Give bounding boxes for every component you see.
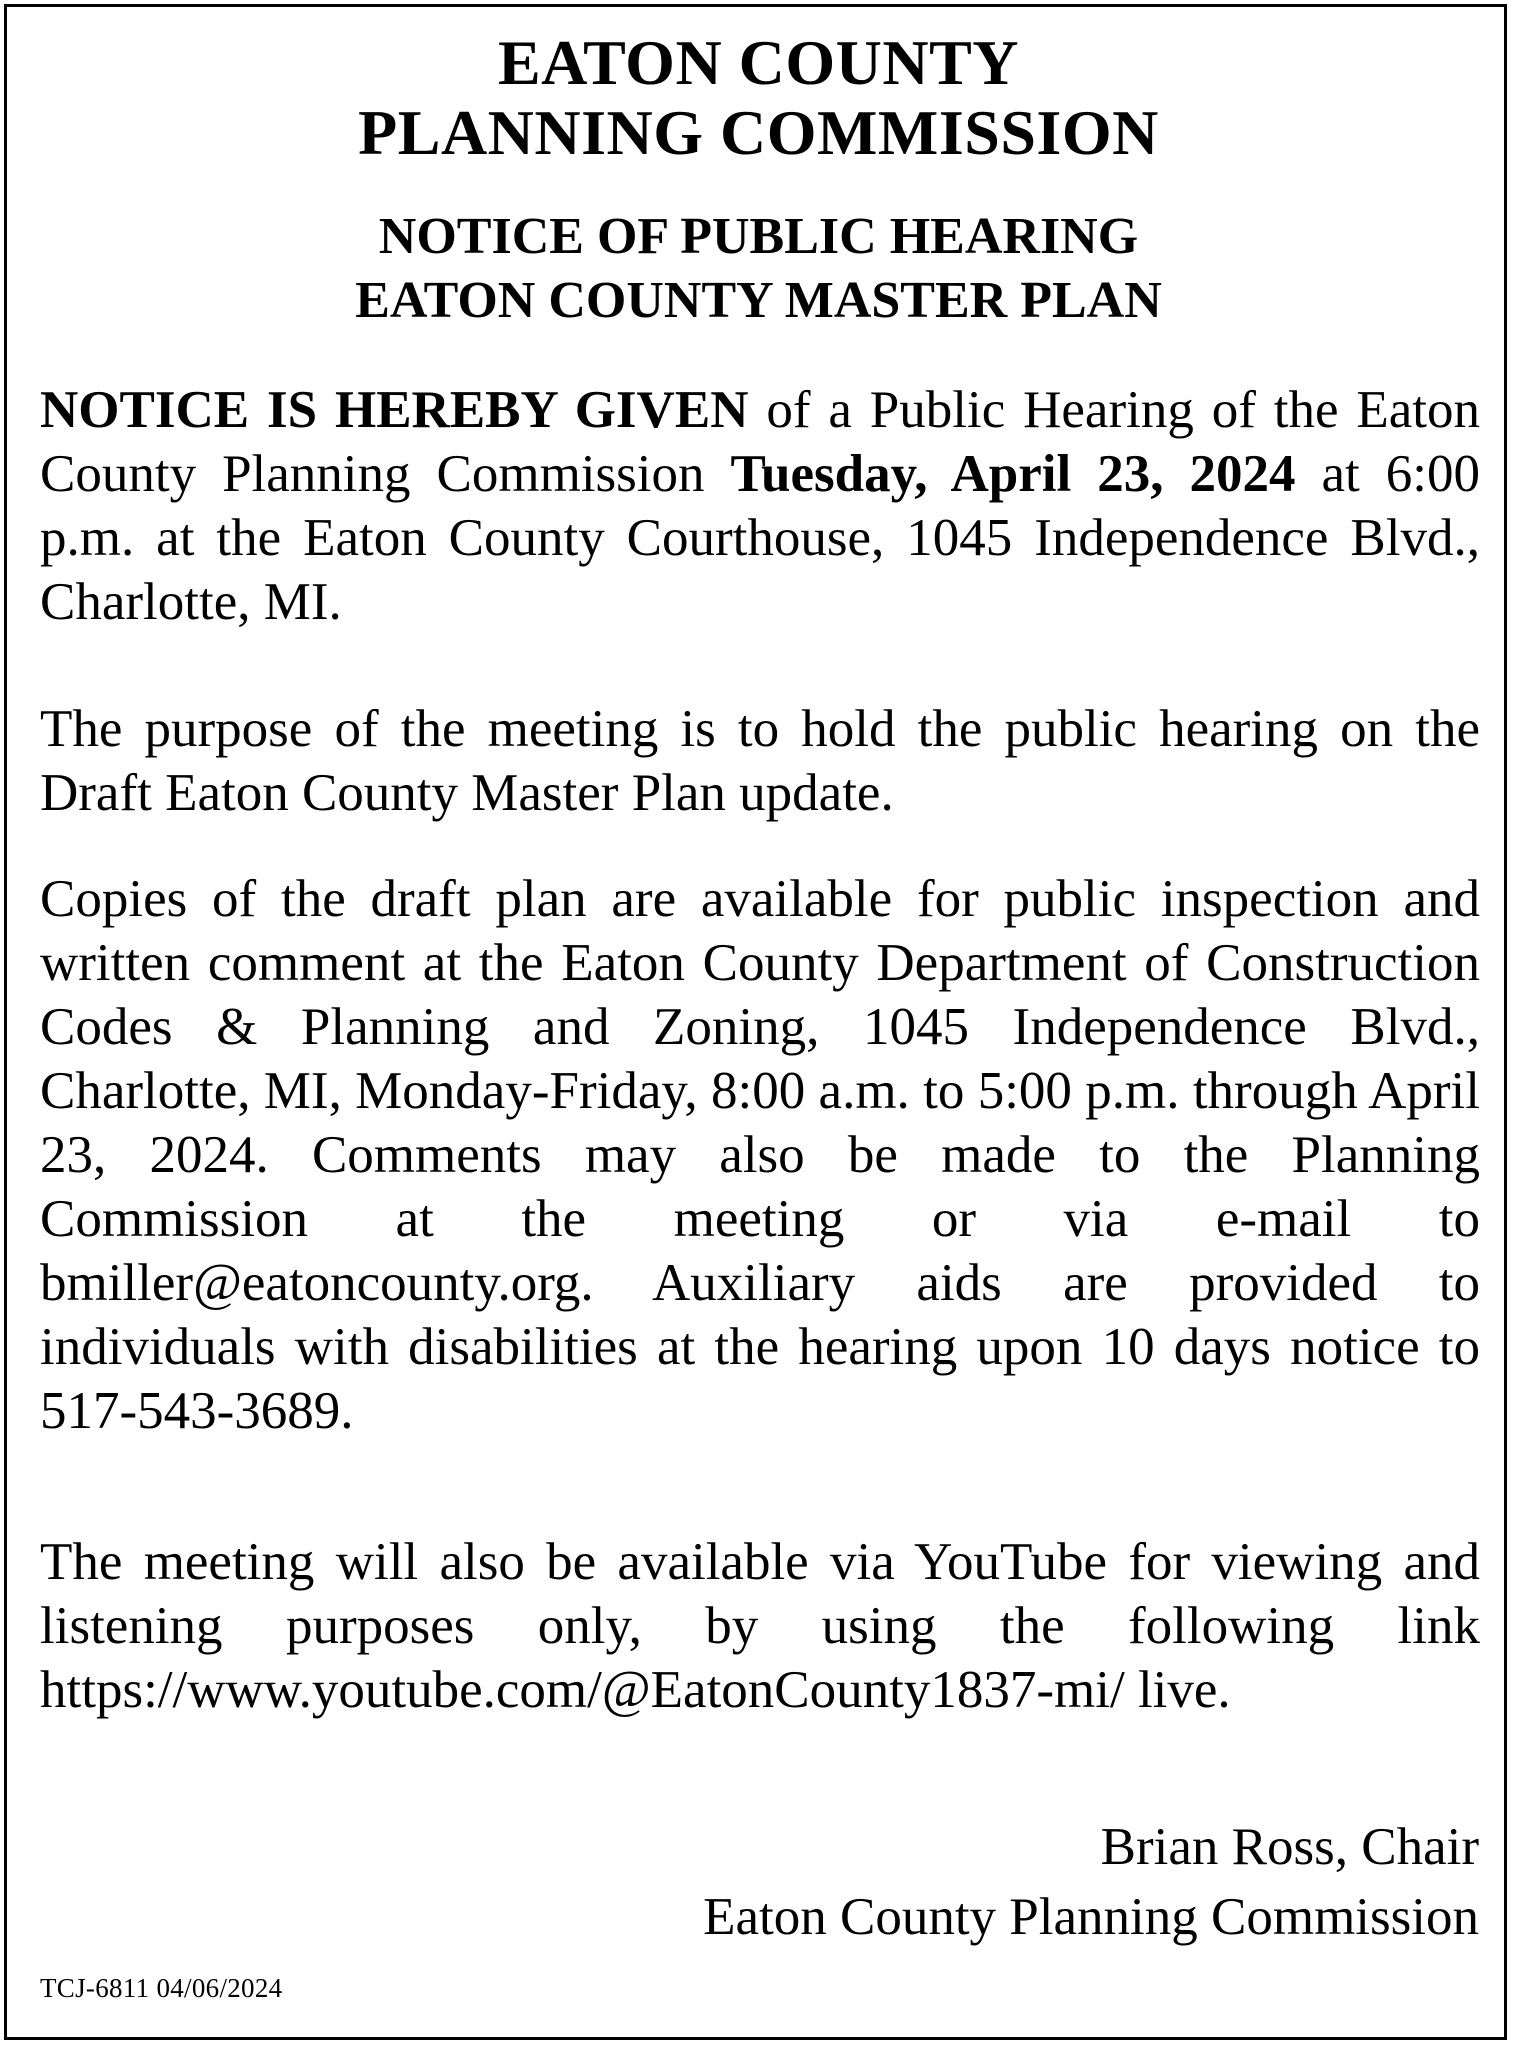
- page-title: [0, 28, 1517, 168]
- notice-paragraph: [40, 378, 1480, 634]
- hearing-date: Tuesday, April 23, 2024: [730, 445, 1296, 503]
- hearing-location: at 6:00 p.m. at the Eaton County Courthouse, 1045 Independence Blvd., Charlotte, MI.: [40, 445, 1481, 631]
- notice-subtitle: [0, 205, 1517, 333]
- signature-org: Eaton County Planning Commission: [703, 1888, 1479, 1946]
- purpose-paragraph: The purpose of the meeting is to hold the public hearing on the Draft Eaton County Master Plan update.: [40, 700, 1480, 822]
- title-line-1: EATON COUNTY: [497, 27, 1020, 98]
- copies-paragraph: Copies of the draft plan are available for public inspection and written comment at the Eaton County Department of Construction Codes & Planning and Zoning, 1045 Independence Blvd., Charlotte, MI, Monday-Friday, 8:00 a.m. to 5:00 p.m. through April 23, 2024. Comments may also be made to the Planning Commission at the meeting or via e-mail to bmiller@eatoncounty.org. Auxiliary aids are provided to individuals with disabilities at the hearing upon 10 days notice to 517-543-3689.: [40, 870, 1480, 1440]
- subtitle-line-2: EATON COUNTY MASTER PLAN: [355, 272, 1162, 329]
- subtitle-line-1: NOTICE OF PUBLIC HEARING: [378, 208, 1139, 265]
- notice-lead: NOTICE IS HEREBY GIVEN: [40, 381, 749, 439]
- youtube-paragraph: The meeting will also be available via YouTube for viewing and listening purposes only, by using the following link https://www.youtube.com/@EatonCounty1837-mi/ live.: [40, 1533, 1480, 1719]
- notice-lead-text: of a Public Hearing of the Eaton County Planning Commission: [40, 381, 1480, 503]
- reference-footer: TCJ-6811 04/06/2024: [40, 1973, 283, 2003]
- signature-name: Brian Ross, Chair: [1100, 1818, 1479, 1876]
- title-line-2: PLANNING COMMISSION: [358, 97, 1159, 168]
